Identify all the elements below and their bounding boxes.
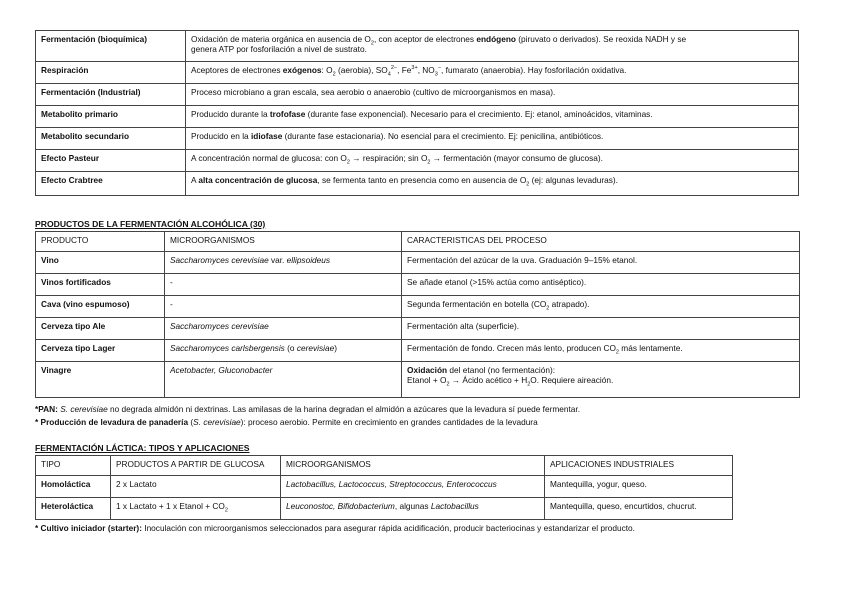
product-cell: Cerveza tipo Ale: [36, 318, 165, 340]
process-cell: Se añade etanol (>15% actúa como antiséptico).: [402, 274, 800, 296]
alcoholic-products-table: [35, 231, 800, 398]
definition-cell: Producido durante la trofofase (durante fase exponencial). Necesario para el crecimiento. Ej: etanol, aminoácidos, vitaminas.: [186, 106, 799, 128]
table-header-row: [36, 456, 733, 476]
table-row: [36, 340, 800, 362]
definition-cell: A alta concentración de glucosa, se fermenta tanto en presencia como en ausencia de $O_2$ (ej: algunas levaduras).: [186, 172, 799, 196]
table-header-row: [36, 232, 800, 252]
column-header: TIPO: [36, 456, 111, 476]
table-row: [36, 476, 733, 498]
column-header: MICROORGANISMOS: [281, 456, 545, 476]
column-header: CARACTERISTICAS DEL PROCESO: [402, 232, 800, 252]
table-row: [36, 362, 800, 398]
column-header: PRODUCTO: [36, 232, 165, 252]
table-row: [36, 106, 799, 128]
microorganism-cell: Saccharomyces cerevisiae var. ellipsoideus: [165, 252, 402, 274]
microorganism-cell: Saccharomyces carlsbergensis (o cerevisiae): [165, 340, 402, 362]
term-cell: Efecto Crabtree: [36, 172, 186, 196]
process-cell: Fermentación alta (superficie).: [402, 318, 800, 340]
term-cell: Metabolito primario: [36, 106, 186, 128]
process-cell: Fermentación del azúcar de la uva. Graduación 9–15% etanol.: [402, 252, 800, 274]
microorganism-cell: Leuconostoc, Bifidobacterium, algunas Lactobacillus: [281, 498, 545, 520]
term-cell: Fermentación (bioquímica): [36, 31, 186, 62]
table-row: [36, 150, 799, 172]
applications-cell: Mantequilla, queso, encurtidos, chucrut.: [545, 498, 733, 520]
product-cell: Vinagre: [36, 362, 165, 398]
products-cell: 2 x Lactato: [111, 476, 281, 498]
microorganism-cell: Lactobacillus, Lactococcus, Streptococcus, Enterococcus: [281, 476, 545, 498]
product-cell: Vino: [36, 252, 165, 274]
table-row: [36, 31, 799, 62]
product-cell: Cava (vino espumoso): [36, 296, 165, 318]
column-header: APLICACIONES INDUSTRIALES: [545, 456, 733, 476]
microorganism-cell: Acetobacter, Gluconobacter: [165, 362, 402, 398]
table-row: [36, 296, 800, 318]
microorganism-cell: Saccharomyces cerevisiae: [165, 318, 402, 340]
table-row: [36, 62, 799, 84]
definition-cell: A concentración normal de glucosa: con $O_2$ → respiración; $\sin O_2$ → fermentación (mayor consumo de glucosa).: [186, 150, 799, 172]
microorganism-cell: -: [165, 274, 402, 296]
type-cell: Heteroláctica: [36, 498, 111, 520]
product-cell: Vinos fortificados: [36, 274, 165, 296]
table-row: [36, 274, 800, 296]
bread-note: *PAN: S. cerevisiae no degrada almidón ni dextrinas. Las amilasas de la harina degradan el almidón a azúcares que la levadura sí puede fermentar.: [35, 404, 580, 414]
table-row: [36, 498, 733, 520]
column-header: PRODUCTOS A PARTIR DE GLUCOSA: [111, 456, 281, 476]
starter-culture-note: * Cultivo iniciador (starter): Inoculación con microorganismos seleccionados para asegurar rápida acidificación, producir bacteriocinas y estandarizar el producto.: [35, 523, 635, 533]
type-cell: Homoláctica: [36, 476, 111, 498]
column-header: MICROORGANISMOS: [165, 232, 402, 252]
process-cell: Oxidación del etanol (no fermentación): Etanol + $O_2$ → Ácido acético + $H_2O$. Requiere aireación.: [402, 362, 800, 398]
process-cell: Segunda fermentación en botella ($CO_2$ atrapado).: [402, 296, 800, 318]
definition-cell: Proceso microbiano a gran escala, sea aerobio o anaerobio (cultivo de microorganismos en masa).: [186, 84, 799, 106]
table-row: [36, 84, 799, 106]
table-row: [36, 128, 799, 150]
term-cell: Respiración: [36, 62, 186, 84]
table-row: [36, 252, 800, 274]
definition-cell: Aceptores de electrones exógenos: $O_2$ (aerobia), $SO_4^{2-}$, $Fe^{3+}$, $NO_3^-$, fumarato (anaerobia). Hay fosforilación oxidativa.: [186, 62, 799, 84]
term-cell: Metabolito secundario: [36, 128, 186, 150]
table-row: [36, 172, 799, 196]
microorganism-cell: -: [165, 296, 402, 318]
lactic-fermentation-table: [35, 455, 733, 520]
definition-cell: Oxidación de materia orgánica en ausencia de $O_2$, con aceptor de electrones endógeno (piruvato o derivados). Se reoxida NADH y se genera ATP por fosforilación a nivel de sustrato.: [186, 31, 799, 62]
process-cell: Fermentación de fondo. Crecen más lento, producen $CO_2$ más lentamente.: [402, 340, 800, 362]
alcoholic-fermentation-title: PRODUCTOS DE LA FERMENTACIÓN ALCOHÓLICA (30): [35, 219, 266, 229]
definition-cell: Producido en la idiofase (durante fase estacionaria). No esencial para el crecimiento. Ej: penicilina, antibióticos.: [186, 128, 799, 150]
bakers-yeast-note: * Producción de levadura de panadería (S. cerevisiae): proceso aerobio. Permite en crecimiento en grandes cantidades de la levadura: [35, 417, 538, 427]
product-cell: Cerveza tipo Lager: [36, 340, 165, 362]
lactic-fermentation-title: FERMENTACIÓN LÁCTICA: TIPOS Y APLICACIONES: [35, 443, 250, 453]
table-row: [36, 318, 800, 340]
products-cell: 1 x Lactato + 1 x Etanol + $CO_2$: [111, 498, 281, 520]
definitions-table: [35, 30, 799, 196]
term-cell: Fermentación (Industrial): [36, 84, 186, 106]
applications-cell: Mantequilla, yogur, queso.: [545, 476, 733, 498]
term-cell: Efecto Pasteur: [36, 150, 186, 172]
